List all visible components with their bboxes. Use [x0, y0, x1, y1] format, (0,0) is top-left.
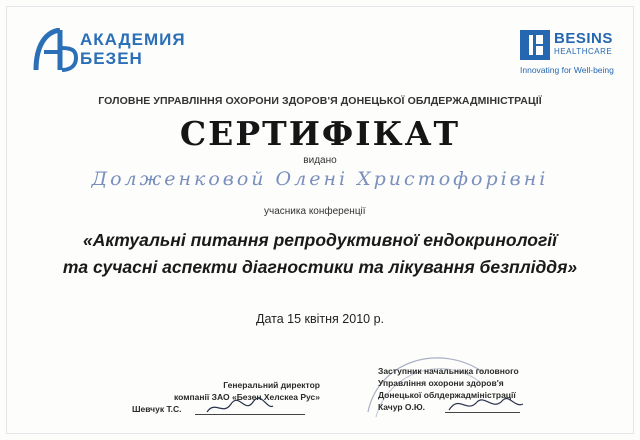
academy-logo-line1: АКАДЕМИЯ	[80, 30, 186, 49]
besins-logo-icon	[520, 30, 550, 60]
recipient-name: Долженковой Олені Христофорівні	[91, 168, 549, 190]
besins-logo-name: BESINS	[554, 30, 613, 47]
signature-right-line3: Донецької облдержадміністрації	[378, 390, 516, 400]
besins-logo-sub: HEALTHCARE	[554, 47, 613, 56]
signature-left-line3: Шевчук Т.С.	[132, 404, 182, 414]
certificate-date: Дата 15 квітня 2010 р.	[256, 312, 384, 326]
signature-right-icon	[445, 392, 525, 416]
conference-topic-line1: «Актуальні питання репродуктивної ендокринології	[82, 230, 558, 250]
academy-logo-icon	[30, 28, 78, 72]
signature-right-line2: Управління охорони здоров'я	[378, 378, 504, 388]
signature-left-line2: компанії ЗАО «Безен Хелскеа Рус»	[174, 392, 320, 402]
academy-logo	[30, 28, 190, 72]
recipient-role: учасника конференції	[264, 206, 366, 217]
academy-logo-line2: БЕЗЕН	[80, 49, 143, 68]
certificate-title: СЕРТИФІКАТ	[179, 114, 461, 153]
issued-label: видано	[303, 155, 337, 166]
signature-right-line1: Заступник начальника головного	[378, 366, 519, 376]
issuer-heading: ГОЛОВНЕ УПРАВЛІННЯ ОХОРОНИ ЗДОРОВ'Я ДОНЕЦЬКОЇ ОБЛДЕРЖАДМІНІСТРАЦІЇ	[98, 95, 542, 107]
signature-left-icon	[205, 396, 275, 418]
signature-right-line4: Качур О.Ю.	[378, 402, 426, 412]
signature-left-line1: Генеральний директор	[223, 380, 320, 390]
conference-topic-line2: та сучасні аспекти діагностики та лікування безпліддя»	[62, 257, 578, 277]
besins-logo-tagline: Innovating for Well-being	[520, 65, 614, 75]
besins-logo	[520, 30, 632, 78]
